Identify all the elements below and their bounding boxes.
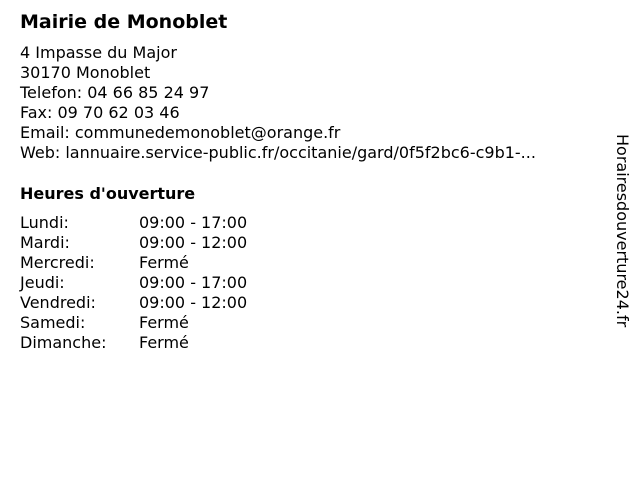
time-value: 09:00 - 17:00 (139, 273, 248, 292)
time-value: 09:00 - 12:00 (139, 233, 248, 252)
fax-number: Fax: 09 70 62 03 46 (20, 103, 180, 122)
time-value: 09:00 - 12:00 (139, 293, 248, 312)
day-label: Mercredi: (20, 253, 95, 272)
email-address: Email: communedemonoblet@orange.fr (20, 123, 341, 142)
time-value: Fermé (139, 253, 189, 272)
site-watermark: Horairesdouverture24.fr (613, 134, 632, 328)
contact-info (20, 43, 536, 163)
page-title: Mairie de Monoblet (20, 11, 228, 33)
day-label: Dimanche: (20, 333, 107, 352)
day-label: Mardi: (20, 233, 70, 252)
day-label: Vendredi: (20, 293, 96, 312)
time-value: Fermé (139, 313, 189, 332)
time-value: 09:00 - 17:00 (139, 213, 248, 232)
opening-hours-heading: Heures d'ouverture (20, 184, 196, 203)
website-url: Web: lannuaire.service-public.fr/occitanie/gard/0f5f2bc6-c9b1-... (20, 143, 536, 162)
day-label: Jeudi: (20, 273, 65, 292)
time-value: Fermé (139, 333, 189, 352)
street-address: 4 Impasse du Major (20, 43, 177, 62)
day-label: Samedi: (20, 313, 86, 332)
phone-number: Telefon: 04 66 85 24 97 (20, 83, 210, 102)
city-address: 30170 Monoblet (20, 63, 151, 82)
day-label: Lundi: (20, 213, 69, 232)
